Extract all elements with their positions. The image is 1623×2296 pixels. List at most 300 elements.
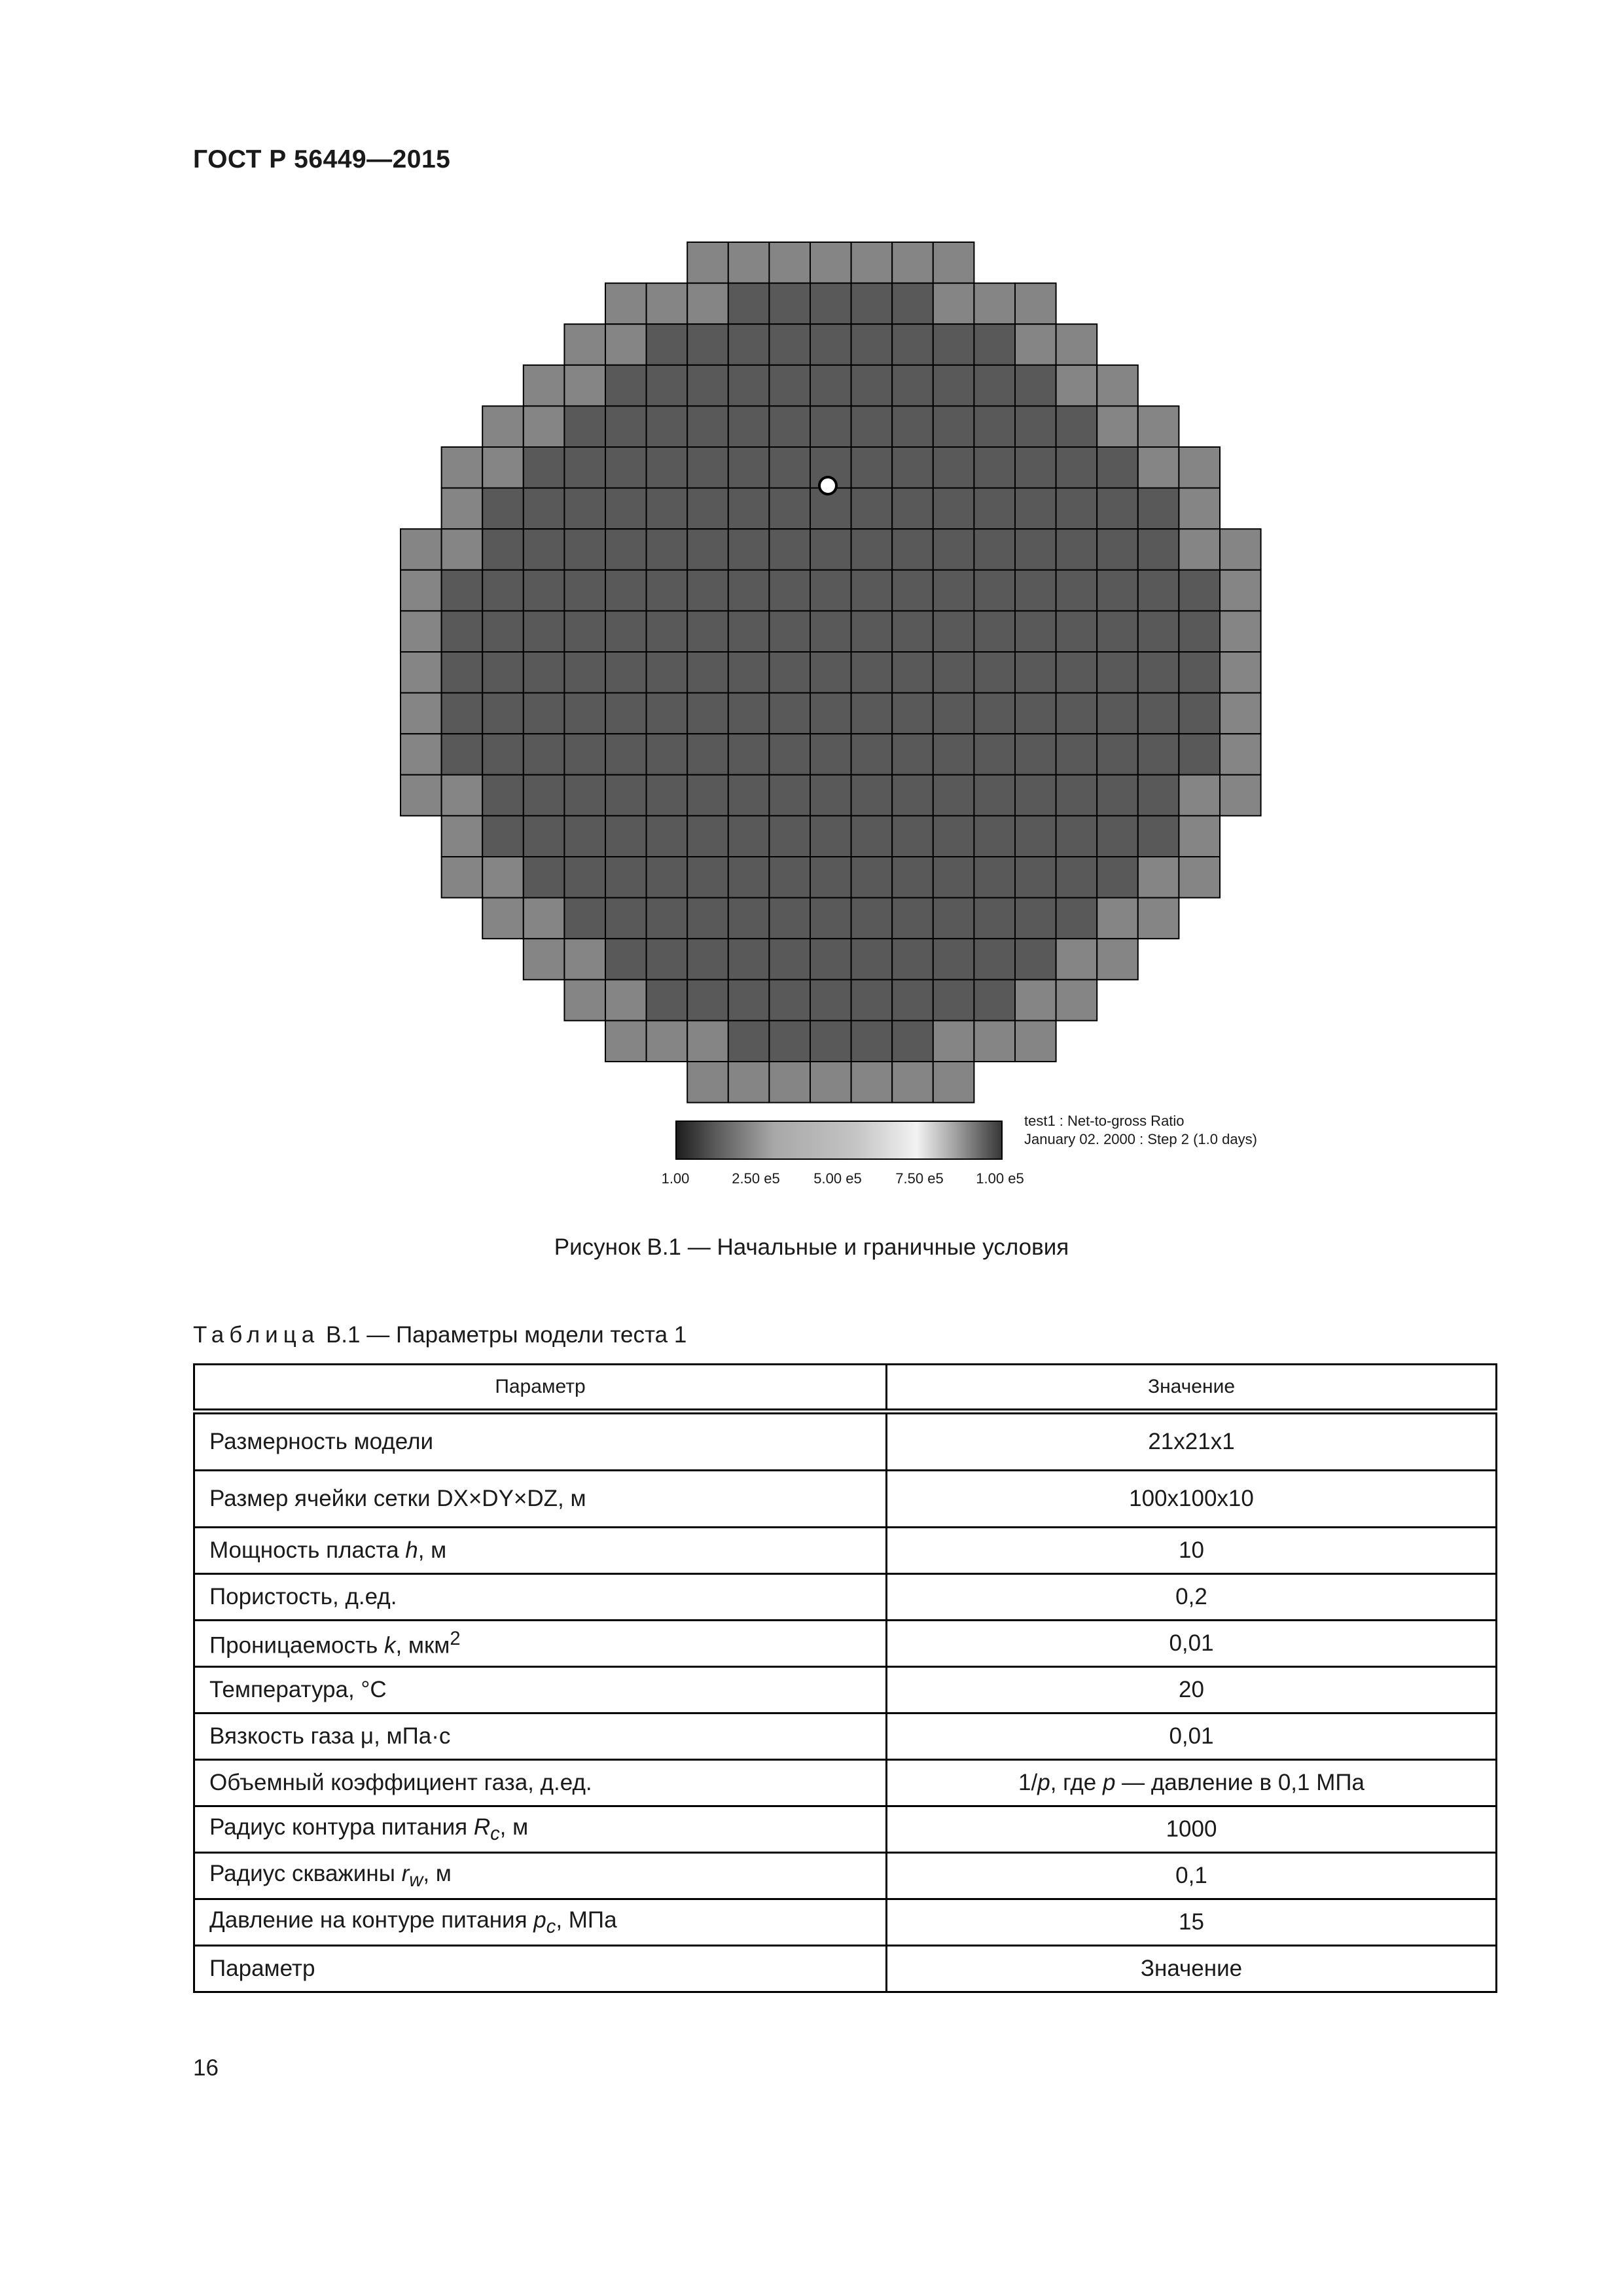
grid-cell [482, 447, 524, 488]
value-cell: Значение [887, 1946, 1497, 1992]
grid-cell [933, 980, 974, 1021]
grid-cell [728, 406, 770, 447]
value-cell [887, 1760, 1497, 1806]
grid-cell [933, 898, 974, 939]
grid-cell [728, 898, 770, 939]
grid-cell [1015, 775, 1056, 816]
grid-cell [442, 652, 483, 693]
table-row [194, 1621, 1497, 1667]
grid-cell [605, 693, 647, 734]
grid-cell [442, 570, 483, 611]
grid-cell [524, 775, 565, 816]
grid-cell [728, 529, 770, 570]
grid-cell [728, 283, 770, 325]
grid-cell [1056, 447, 1097, 488]
value-cell: 21x21x1 [887, 1412, 1497, 1471]
grid-cell [687, 488, 728, 529]
grid-cell [1056, 857, 1097, 898]
param-subscript [546, 1916, 556, 1937]
grid-cell [851, 242, 893, 283]
grid-cell [564, 898, 605, 939]
grid-cell [851, 775, 893, 816]
grid-cell [1015, 365, 1056, 406]
grid-cell [564, 365, 605, 406]
grid-cell [1138, 857, 1179, 898]
grid-cell [728, 1062, 770, 1103]
grid-cell [769, 652, 810, 693]
grid-cell [442, 447, 483, 488]
grid-cell [851, 529, 893, 570]
grid-cell [524, 406, 565, 447]
colorbar-caption-date: January 02. 2000 : Step 2 (1.0 days) [1024, 1131, 1257, 1147]
grid-cell [933, 734, 974, 775]
grid-cell [687, 693, 728, 734]
colorbar-caption-title: test1 : Net-to-gross Ratio [1024, 1113, 1185, 1129]
grid-cell [482, 734, 524, 775]
grid-cell [1015, 488, 1056, 529]
grid-cell [564, 447, 605, 488]
grid-cell [974, 406, 1015, 447]
grid-cell [974, 857, 1015, 898]
grid-cell [769, 857, 810, 898]
grid-cell [974, 529, 1015, 570]
grid-cell [1097, 734, 1138, 775]
grid-cell [892, 611, 933, 652]
value-cell: 20 [887, 1667, 1497, 1713]
grid-cell [1056, 898, 1097, 939]
grid-cell [1220, 734, 1261, 775]
grid-cell [401, 611, 442, 652]
grid-cell [1138, 693, 1179, 734]
grid-cell [769, 406, 810, 447]
grid-cell [892, 447, 933, 488]
param-unit: , м [423, 1860, 452, 1886]
grid-cell [851, 365, 893, 406]
grid-cell [974, 324, 1015, 365]
grid-cell [1220, 652, 1261, 693]
grid-cell [482, 775, 524, 816]
grid-cell [728, 570, 770, 611]
param-variable: p [533, 1907, 546, 1933]
grid-cell [933, 857, 974, 898]
grid-cell [687, 980, 728, 1021]
grid-cell [851, 898, 893, 939]
grid-cell [1097, 816, 1138, 857]
grid-cell [524, 693, 565, 734]
grid-cell [1220, 529, 1261, 570]
grid-cell [564, 611, 605, 652]
grid-cell [524, 734, 565, 775]
grid-cell [1138, 775, 1179, 816]
param-cell: Размерность модели [194, 1412, 887, 1471]
grid-cell [974, 980, 1015, 1021]
grid-cell [769, 816, 810, 857]
table-row [194, 1471, 1497, 1528]
grid-cell [687, 283, 728, 325]
grid-cell [1056, 652, 1097, 693]
grid-cell [1179, 652, 1220, 693]
grid-cell [605, 775, 647, 816]
grid-cell [769, 570, 810, 611]
grid-cell [769, 242, 810, 283]
param-text: Радиус контура питания [209, 1814, 474, 1840]
param-subscript [409, 1870, 423, 1891]
grid-cell [933, 283, 974, 325]
grid-cell [1056, 775, 1097, 816]
value-text: 1/ [1018, 1770, 1038, 1795]
grid-cell [851, 283, 893, 325]
grid-cell [851, 1062, 893, 1103]
grid-cell [524, 611, 565, 652]
grid-cell [401, 570, 442, 611]
grid-cell [1097, 529, 1138, 570]
grid-cell [728, 693, 770, 734]
grid-cell [728, 939, 770, 980]
grid-cell [974, 652, 1015, 693]
grid-cell [1097, 365, 1138, 406]
grid-cell [687, 365, 728, 406]
grid-cell [1015, 324, 1056, 365]
value-cell: 0,01 [887, 1713, 1497, 1760]
grid-cell [1138, 447, 1179, 488]
grid-cell [769, 447, 810, 488]
param-cell [194, 1899, 887, 1946]
grid-cell [810, 693, 851, 734]
grid-cell [605, 283, 647, 325]
grid-cell [1097, 447, 1138, 488]
grid-cell [1179, 857, 1220, 898]
value-variable: p [1037, 1770, 1050, 1795]
grid-cell [810, 365, 851, 406]
grid-cell [1015, 980, 1056, 1021]
grid-cell [1056, 939, 1097, 980]
grid-cell [851, 980, 893, 1021]
grid-cell [1179, 488, 1220, 529]
grid-cell [1097, 570, 1138, 611]
grid-cell [892, 1020, 933, 1062]
grid-cell [401, 529, 442, 570]
grid-cell [564, 324, 605, 365]
grid-cell [1179, 570, 1220, 611]
param-text: Мощность пласта [209, 1537, 406, 1563]
param-subscript-text: c [546, 1916, 556, 1937]
grid-cell [1015, 734, 1056, 775]
grid-cell [442, 857, 483, 898]
grid-cell [1015, 652, 1056, 693]
grid-cell [769, 980, 810, 1021]
grid-cell [851, 488, 893, 529]
grid-cell [1015, 570, 1056, 611]
grid-cell [892, 283, 933, 325]
grid-cell [851, 406, 893, 447]
grid-cell [1015, 283, 1056, 325]
param-subscript-text: w [409, 1869, 423, 1891]
grid-cell [974, 734, 1015, 775]
param-cell [194, 1621, 887, 1667]
value-text: — давление в 0,1 МПа [1115, 1770, 1364, 1795]
grid-cell [1097, 857, 1138, 898]
grid-cell [647, 693, 688, 734]
table-title [193, 1322, 687, 1348]
colorbar-tick-4: 7.50 e5 [895, 1170, 944, 1187]
grid-cell [769, 488, 810, 529]
grid-cell [728, 734, 770, 775]
grid-cell [974, 447, 1015, 488]
grid-cell [647, 734, 688, 775]
header-parameter: Параметр [194, 1365, 887, 1412]
grid-cell [728, 816, 770, 857]
grid-cell [1015, 857, 1056, 898]
grid-cell [647, 447, 688, 488]
grid-cell [1097, 898, 1138, 939]
reservoir-grid-figure [0, 0, 1623, 1126]
grid-cell [687, 1062, 728, 1103]
grid-cell [728, 324, 770, 365]
param-cell: Температура, °C [194, 1667, 887, 1713]
grid-cell [728, 775, 770, 816]
grid-cell [769, 529, 810, 570]
grid-cell [605, 406, 647, 447]
param-variable: R [473, 1814, 491, 1840]
param-text: Проницаемость [209, 1632, 384, 1659]
grid-cell [1097, 611, 1138, 652]
grid-cell [851, 570, 893, 611]
grid-cell [1097, 406, 1138, 447]
grid-cell [605, 488, 647, 529]
grid-cell [933, 529, 974, 570]
grid-cell [524, 857, 565, 898]
grid-cell [851, 693, 893, 734]
param-unit: , м [499, 1814, 529, 1840]
grid-cell [442, 775, 483, 816]
value-cell: 15 [887, 1899, 1497, 1946]
grid-cell [687, 939, 728, 980]
grid-cell [1015, 939, 1056, 980]
grid-cell [647, 406, 688, 447]
colorbar-tick-1: 1.00 [661, 1170, 690, 1187]
grid-cell [851, 734, 893, 775]
grid-cell [810, 529, 851, 570]
param-cell: Вязкость газа μ, мПа·с [194, 1713, 887, 1760]
grid-cell [892, 775, 933, 816]
grid-cell [647, 980, 688, 1021]
grid-cell [974, 365, 1015, 406]
grid-cell [892, 406, 933, 447]
grid-cell [892, 693, 933, 734]
grid-cell [1056, 365, 1097, 406]
grid-cell [1179, 734, 1220, 775]
colorbar-tick-5: 1.00 e5 [976, 1170, 1024, 1187]
grid-cell [1056, 488, 1097, 529]
grid-cell [1138, 734, 1179, 775]
grid-cell [647, 939, 688, 980]
grid-cell [442, 488, 483, 529]
grid-cell [605, 611, 647, 652]
grid-cell [1179, 447, 1220, 488]
grid-cell [851, 939, 893, 980]
table-row [194, 1853, 1497, 1899]
grid-cell [564, 529, 605, 570]
grid-cell [564, 406, 605, 447]
grid-cell [769, 898, 810, 939]
grid-cell [605, 980, 647, 1021]
grid-cell [605, 652, 647, 693]
grid-cell [1220, 611, 1261, 652]
grid-cell [564, 939, 605, 980]
grid-cell [1138, 816, 1179, 857]
grid-cell [892, 939, 933, 980]
grid-cell [524, 529, 565, 570]
grid-cell [810, 283, 851, 325]
grid-cell [810, 775, 851, 816]
grid-cell [564, 652, 605, 693]
grid-cell [892, 898, 933, 939]
grid-cell [851, 1020, 893, 1062]
grid-cell [933, 775, 974, 816]
grid-cell [482, 406, 524, 447]
grid-cell [769, 775, 810, 816]
grid-cell [1179, 529, 1220, 570]
grid-cell [1015, 693, 1056, 734]
grid-cell [892, 324, 933, 365]
value-text: , где [1050, 1770, 1103, 1795]
grid-cell [647, 652, 688, 693]
grid-cell [974, 693, 1015, 734]
grid-cell [810, 1020, 851, 1062]
grid-cell [647, 1020, 688, 1062]
grid-cell [1138, 529, 1179, 570]
grid-cell [974, 611, 1015, 652]
grid-cell [933, 242, 974, 283]
grid-cell [1056, 611, 1097, 652]
table-row [194, 1412, 1497, 1471]
grid-cell [728, 611, 770, 652]
grid-cell [605, 1020, 647, 1062]
grid-cell [605, 816, 647, 857]
param-cell: Параметр [194, 1946, 887, 1992]
grid-cell [442, 816, 483, 857]
table-row [194, 1806, 1497, 1853]
grid-cell [1138, 898, 1179, 939]
grid-cell [933, 447, 974, 488]
grid-cell [605, 570, 647, 611]
grid-cell [482, 652, 524, 693]
grid-cell [933, 1062, 974, 1103]
grid-cell [647, 775, 688, 816]
grid-cell [564, 775, 605, 816]
grid-cell [605, 365, 647, 406]
grid-cell [1015, 611, 1056, 652]
grid-cell [892, 857, 933, 898]
grid-cell [933, 611, 974, 652]
table-header-row [194, 1365, 1497, 1412]
grid-cell [564, 570, 605, 611]
grid-cell [1179, 693, 1220, 734]
grid-cell [605, 857, 647, 898]
table-row [194, 1760, 1497, 1806]
grid-cell [687, 529, 728, 570]
grid-cell [647, 529, 688, 570]
grid-cell [564, 980, 605, 1021]
grid-cell [482, 570, 524, 611]
grid-cell [974, 939, 1015, 980]
grid-cell [892, 365, 933, 406]
grid-cell [605, 447, 647, 488]
grid-cell [524, 447, 565, 488]
grid-cell [851, 816, 893, 857]
grid-cell [564, 816, 605, 857]
grid-cell [687, 734, 728, 775]
grid-cell [851, 324, 893, 365]
grid-cell [524, 365, 565, 406]
grid-cell [1097, 775, 1138, 816]
param-subscript-text: c [490, 1823, 500, 1844]
grid-cell [687, 816, 728, 857]
grid-cell [1138, 611, 1179, 652]
grid-cell [687, 857, 728, 898]
grid-cell [810, 980, 851, 1021]
grid-cell [933, 570, 974, 611]
grid-cell [687, 775, 728, 816]
grid-cell [1138, 570, 1179, 611]
grid-cell [1220, 693, 1261, 734]
value-cell: 0,2 [887, 1574, 1497, 1621]
param-variable: k [383, 1632, 396, 1659]
grid-cell [687, 406, 728, 447]
page-number: 16 [193, 2055, 219, 2081]
grid-cell [401, 775, 442, 816]
grid-cell [647, 898, 688, 939]
grid-cell [605, 734, 647, 775]
grid-cell [769, 734, 810, 775]
grid-cell [1056, 406, 1097, 447]
grid-cell [892, 652, 933, 693]
grid-cell [933, 939, 974, 980]
grid-cell [728, 365, 770, 406]
param-cell: Объемный коэффициент газа, д.ед. [194, 1760, 887, 1806]
grid-cell [1056, 570, 1097, 611]
grid-cell [564, 734, 605, 775]
grid-cell [1097, 652, 1138, 693]
grid-cell [1015, 816, 1056, 857]
grid-cell [933, 488, 974, 529]
colorbar-tick-2: 2.50 e5 [732, 1170, 780, 1187]
table-row [194, 1899, 1497, 1946]
grid-cell [728, 980, 770, 1021]
grid-cell [892, 816, 933, 857]
value-cell: 100x100x10 [887, 1471, 1497, 1528]
well-marker-icon [819, 477, 836, 494]
grid-cell [1056, 693, 1097, 734]
grid-cell [810, 611, 851, 652]
grid-cell [401, 734, 442, 775]
colorbar [675, 1121, 1003, 1160]
grid-cell [769, 939, 810, 980]
grid-cell [524, 488, 565, 529]
param-subscript [490, 1823, 500, 1844]
colorbar-tick-3: 5.00 e5 [813, 1170, 862, 1187]
grid-cell [482, 857, 524, 898]
param-variable: h [405, 1537, 418, 1563]
grid-cell [933, 324, 974, 365]
value-variable: p [1102, 1770, 1116, 1795]
grid-cell [605, 529, 647, 570]
grid-cell [687, 447, 728, 488]
grid-cell [1056, 529, 1097, 570]
param-cell [194, 1853, 887, 1899]
grid-cell [647, 283, 688, 325]
grid-cell [851, 652, 893, 693]
